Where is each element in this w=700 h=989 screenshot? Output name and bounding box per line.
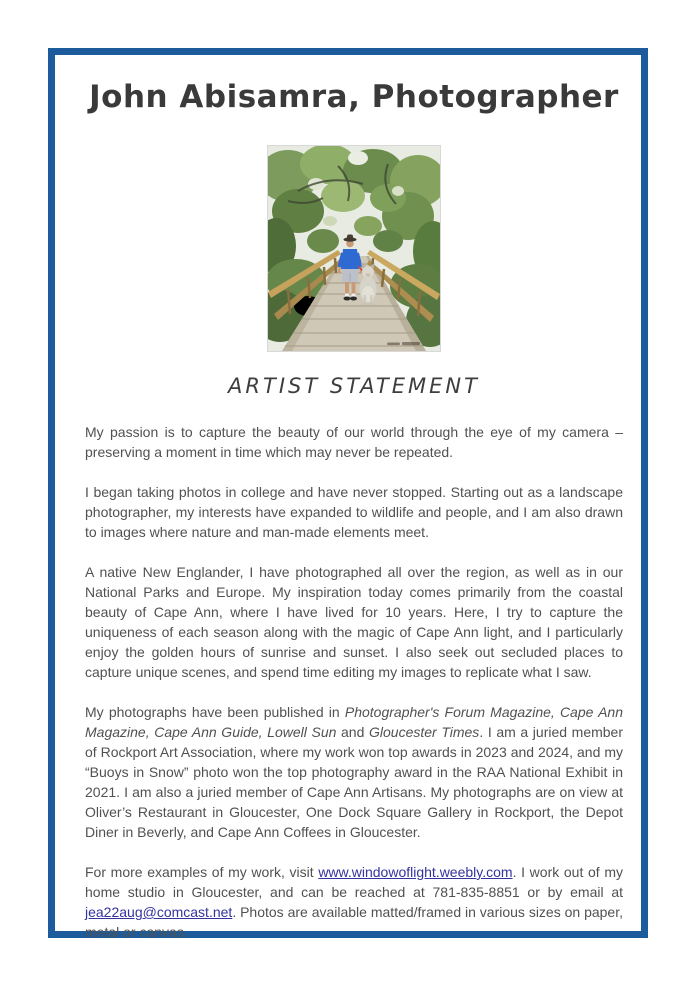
italic-text: Photographer's Forum Magazine, Cape Ann Magazine, Cape Ann Guide, Lowell Sun (85, 704, 623, 740)
text-segment: My photographs have been published in (85, 704, 345, 720)
text-segment: For more examples of my work, visit (85, 864, 319, 880)
photo-container (85, 145, 623, 352)
paragraph (85, 482, 623, 542)
text-segment: and (336, 724, 369, 740)
statement-paragraphs (85, 422, 623, 942)
boardwalk-photo (267, 145, 441, 352)
page-title: John Abisamra, Photographer (89, 79, 619, 115)
text-segment: I began taking photos in college and have never stopped. Starting out as a landscape photographer, my interests have expanded to wildlife and people, and I am also drawn to images where nature and man-made elements meet. (85, 484, 623, 540)
website-link[interactable]: www.windowoflight.weebly.com (318, 864, 513, 880)
text-segment: A native New Englander, I have photographed all over the region, as well as in our National Parks and Europe. My inspiration today comes primarily from the coastal beauty of Cape Ann, where I have lived for 10 years. Here, I try to capture the uniqueness of each season along with the magic of Cape Ann light, and I particularly enjoy the golden hours of sunrise and sunset. I also seek out secluded places to capture unique scenes, and spend time editing my images to replicate what I saw. (85, 564, 623, 680)
text-segment: My passion is to capture the beauty of our world through the eye of my camera – preserving a moment in time which may never be repeated. (85, 424, 623, 460)
paragraph (85, 702, 623, 842)
email-link[interactable]: jea22aug@comcast.net (85, 904, 233, 920)
paragraph (85, 862, 623, 942)
paragraph (85, 422, 623, 462)
text-segment: . I work out of my home studio in Gloucester, and can be reached at 781-835-8851 or by email at (85, 864, 623, 900)
text-segment: . I am a juried member of Rockport Art Association, where my work won top awards in 2023 and 2024, and my “Buoys in Snow” photo won the top photography award in the RAA National Exhibit in 2021. I am also a juried member of Cape Ann Artisans. My photographs are on view at Oliver’s Restaurant in Gloucester, One Dock Square Gallery in Rockport, the Depot Diner in Beverly, and Cape Ann Coffees in Gloucester. (85, 724, 624, 840)
italic-text: Gloucester Times (369, 724, 480, 740)
document-border-frame (48, 48, 648, 938)
text-segment: . Photos are available matted/framed in various sizes on paper, metal or canvas. (85, 904, 623, 940)
section-heading: ARTIST STATEMENT (228, 374, 480, 398)
boardwalk-photo-art (268, 146, 440, 351)
paragraph (85, 562, 623, 682)
